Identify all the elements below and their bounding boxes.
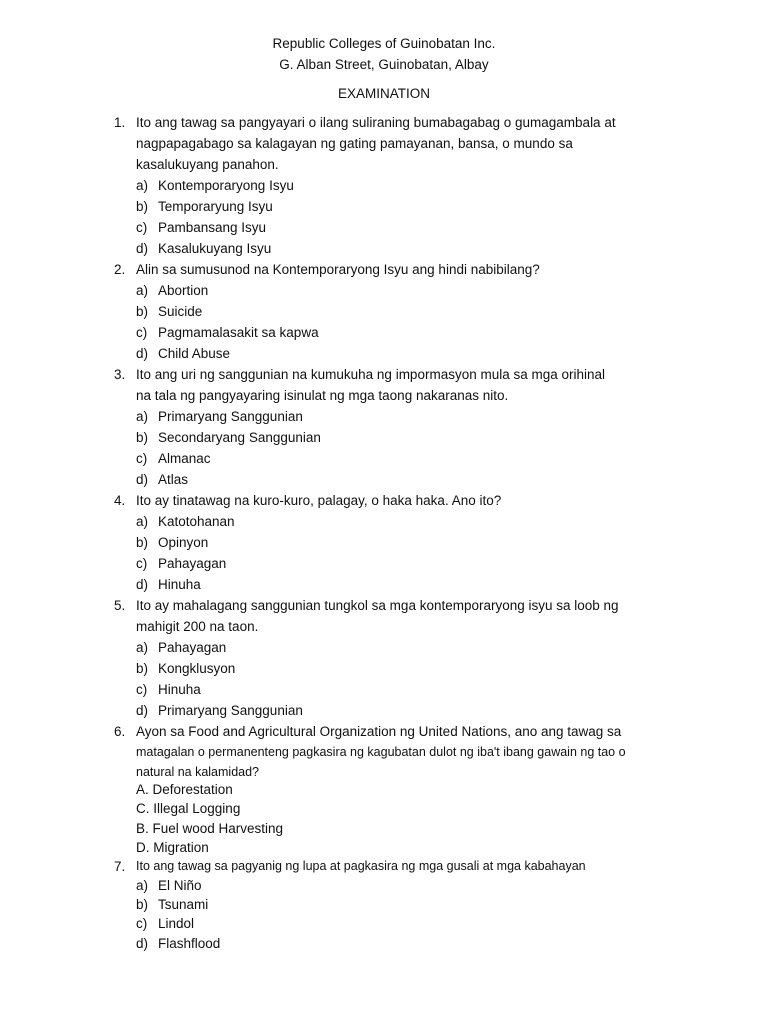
option-text: Pambansang Isyu	[158, 220, 267, 235]
option-letter: a)	[136, 283, 149, 298]
option-text: Hinuha	[158, 682, 201, 697]
option-letter: d)	[136, 241, 149, 256]
option-letter: b)	[136, 897, 149, 912]
option-text: Atlas	[158, 472, 189, 487]
question-number: 1.	[114, 115, 126, 130]
question-text: Ito ang uri ng sanggunian na kumukuha ng impormasyon mula sa mga orihinal	[136, 367, 606, 382]
option-letter: a)	[136, 640, 149, 655]
question-number: 3.	[114, 367, 126, 382]
option-letter: d)	[136, 577, 149, 592]
option-text: Hinuha	[158, 577, 201, 592]
option-text: Suicide	[158, 304, 203, 319]
option-text: Pagmamalasakit sa kapwa	[158, 325, 319, 340]
option-text: B. Fuel wood Harvesting	[136, 821, 284, 836]
question-text: natural na kalamidad?	[136, 765, 259, 779]
school-address: G. Alban Street, Guinobatan, Albay	[279, 57, 489, 72]
option-text: Flashflood	[158, 936, 221, 951]
option-letter: a)	[136, 514, 149, 529]
option-text: Primaryang Sanggunian	[158, 703, 303, 718]
option-letter: c)	[136, 220, 148, 235]
option-letter: c)	[136, 556, 148, 571]
question-number: 4.	[114, 493, 126, 508]
option-text: A. Deforestation	[136, 782, 233, 797]
option-letter: b)	[136, 199, 149, 214]
question-number: 5.	[114, 598, 126, 613]
option-text: C. Illegal Logging	[136, 801, 241, 816]
exam-title: EXAMINATION	[337, 86, 430, 101]
option-letter: d)	[136, 703, 149, 718]
option-text: Abortion	[158, 283, 209, 298]
option-text: Child Abuse	[158, 346, 231, 361]
question-text: Ito ang tawag sa pangyayari o ilang suliraning bumabagabag o gumagambala at	[136, 115, 616, 130]
option-text: Tsunami	[158, 897, 209, 912]
option-text: Kasalukuyang Isyu	[158, 241, 272, 256]
option-text: Opinyon	[158, 535, 209, 550]
option-text: Katotohanan	[158, 514, 235, 529]
option-text: Secondaryang Sanggunian	[158, 430, 321, 445]
question-number: 6.	[114, 724, 126, 739]
question-text: Alin sa sumusunod na Kontemporaryong Isyu ang hindi nabibilang?	[136, 262, 540, 277]
option-letter: a)	[136, 409, 149, 424]
question-text: na tala ng pangyayaring isinulat ng mga taong nakaranas nito.	[136, 388, 509, 403]
option-letter: c)	[136, 916, 148, 931]
option-text: Kongklusyon	[158, 661, 236, 676]
question-number: 7.	[114, 859, 126, 874]
question-text: nagpapagabago sa kalagayan ng gating pamayanan, bansa, o mundo sa	[136, 136, 573, 151]
option-letter: d)	[136, 346, 149, 361]
option-letter: a)	[136, 878, 149, 893]
option-letter: b)	[136, 430, 149, 445]
option-text: Kontemporaryong Isyu	[158, 178, 294, 193]
option-text: Almanac	[158, 451, 211, 466]
option-letter: b)	[136, 304, 149, 319]
option-text: Temporaryung Isyu	[158, 199, 273, 214]
question-number: 2.	[114, 262, 126, 277]
question-text: Ito ang tawag sa pagyanig ng lupa at pagkasira ng mga gusali at mga kabahayan	[136, 859, 586, 873]
question-text: Ito ay mahalagang sanggunian tungkol sa mga kontemporaryong isyu sa loob ng	[136, 598, 619, 613]
question-text: Ito ay tinatawag na kuro-kuro, palagay, o haka haka. Ano ito?	[136, 493, 502, 508]
option-text: Primaryang Sanggunian	[158, 409, 303, 424]
option-letter: c)	[136, 325, 148, 340]
question-text: matagalan o permanenteng pagkasira ng kagubatan dulot ng iba't ibang gawain ng tao o	[136, 745, 626, 759]
option-text: El Niño	[158, 878, 202, 893]
option-letter: c)	[136, 451, 148, 466]
option-letter: d)	[136, 936, 149, 951]
question-text: Ayon sa Food and Agricultural Organization ng United Nations, ano ang tawag sa	[136, 724, 622, 739]
option-letter: d)	[136, 472, 149, 487]
school-name: Republic Colleges of Guinobatan Inc.	[272, 36, 496, 51]
option-text: Pahayagan	[158, 556, 227, 571]
option-text: D. Migration	[136, 840, 209, 855]
option-letter: a)	[136, 178, 149, 193]
question-text: mahigit 200 na taon.	[136, 619, 259, 634]
question-text: kasalukuyang panahon.	[136, 157, 279, 172]
option-text: Pahayagan	[158, 640, 227, 655]
option-letter: b)	[136, 535, 149, 550]
option-letter: c)	[136, 682, 148, 697]
option-text: Lindol	[158, 916, 195, 931]
option-letter: b)	[136, 661, 149, 676]
